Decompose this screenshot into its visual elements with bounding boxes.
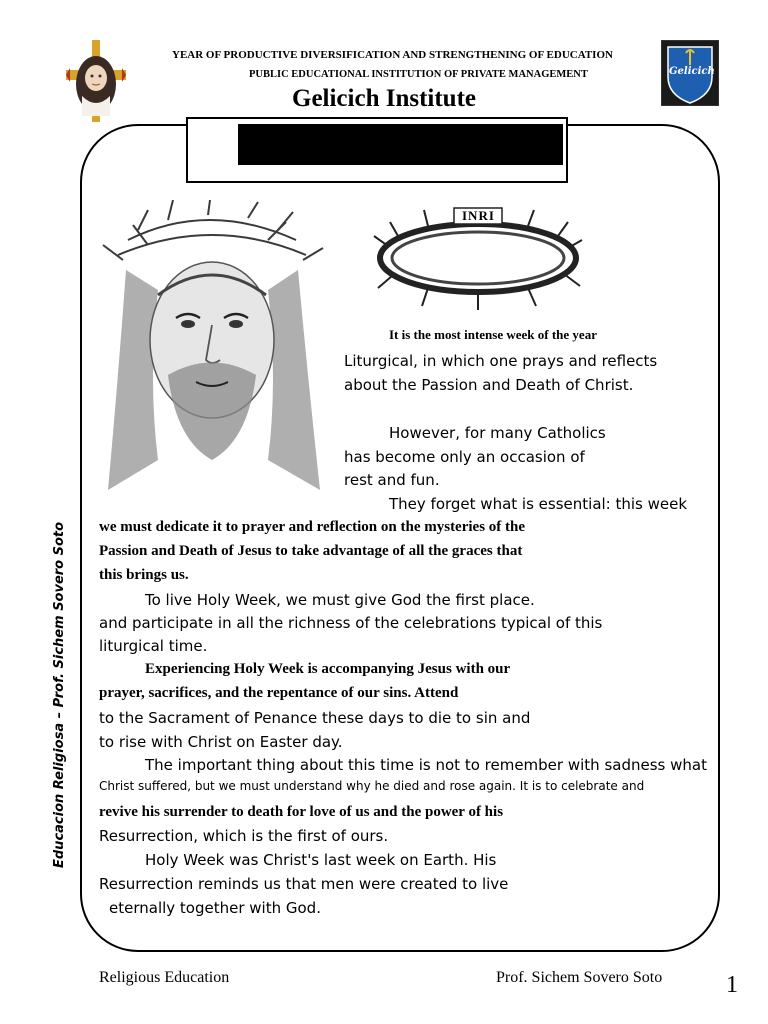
sidebar-vertical-text: Educacion Religiosa – Prof. Sichem Sovero Soto <box>52 521 67 868</box>
body-line-7: They forget what is essential: this week <box>389 495 688 513</box>
gelicich-shield-logo <box>661 40 719 106</box>
institute-name: Gelicich Institute <box>292 85 477 112</box>
redacted-title-bar <box>238 124 563 165</box>
body-line-20: revive his surrender to death for love of us and the power of his <box>99 804 504 820</box>
body-line-24: eternally together with God. <box>109 899 321 917</box>
shield-text: Gelicich <box>669 66 715 77</box>
header-year-line: YEAR OF PRODUCTIVE DIVERSIFICATION AND STRENGTHENING OF EDUCATION <box>172 49 613 61</box>
body-line-13: liturgical time. <box>99 637 208 655</box>
body-line-18: The important thing about this time is not to remember with sadness what <box>145 756 707 774</box>
body-line-21: Resurrection, which is the first of ours. <box>99 827 389 845</box>
body-line-6: rest and fun. <box>344 471 440 489</box>
body-line-9: Passion and Death of Jesus to take advantage of all the graces that <box>99 543 523 559</box>
body-line-16: to the Sacrament of Penance these days to die to sin and <box>99 709 531 727</box>
crown-of-thorns-illustration <box>368 196 588 320</box>
body-line-23: Resurrection reminds us that men were created to live <box>99 875 509 893</box>
body-line-2: Liturgical, in which one prays and reflects <box>344 352 658 370</box>
body-line-22: Holy Week was Christ's last week on Earth. His <box>145 851 497 869</box>
body-line-3: about the Passion and Death of Christ. <box>344 376 634 394</box>
page-number: 1 <box>726 972 738 998</box>
body-line-14: Experiencing Holy Week is accompanying Jesus with our <box>145 661 511 677</box>
footer-teacher: Prof. Sichem Sovero Soto <box>496 969 663 986</box>
inri-label: INRI <box>462 208 495 223</box>
body-line-11: To live Holy Week, we must give God the first place. <box>145 591 535 609</box>
jesus-face-illustration <box>88 200 336 505</box>
body-line-5: has become only an occasion of <box>344 448 585 466</box>
header-institution-type: PUBLIC EDUCATIONAL INSTITUTION OF PRIVATE MANAGEMENT <box>249 69 588 80</box>
body-line-19: Christ suffered, but we must understand why he died and rose again. It is to celebrate and <box>99 779 645 793</box>
body-line-17: to rise with Christ on Easter day. <box>99 733 343 751</box>
body-line-8: we must dedicate it to prayer and reflection on the mysteries of the <box>99 519 526 535</box>
body-line-1: It is the most intense week of the year <box>389 327 597 342</box>
body-line-4: However, for many Catholics <box>389 424 606 442</box>
footer-subject: Religious Education <box>99 969 230 986</box>
body-line-15: prayer, sacrifices, and the repentance of our sins. Attend <box>99 685 459 701</box>
body-line-10: this brings us. <box>99 567 189 583</box>
body-line-12: and participate in all the richness of the celebrations typical of this <box>99 614 603 632</box>
nun-logo <box>64 40 128 122</box>
